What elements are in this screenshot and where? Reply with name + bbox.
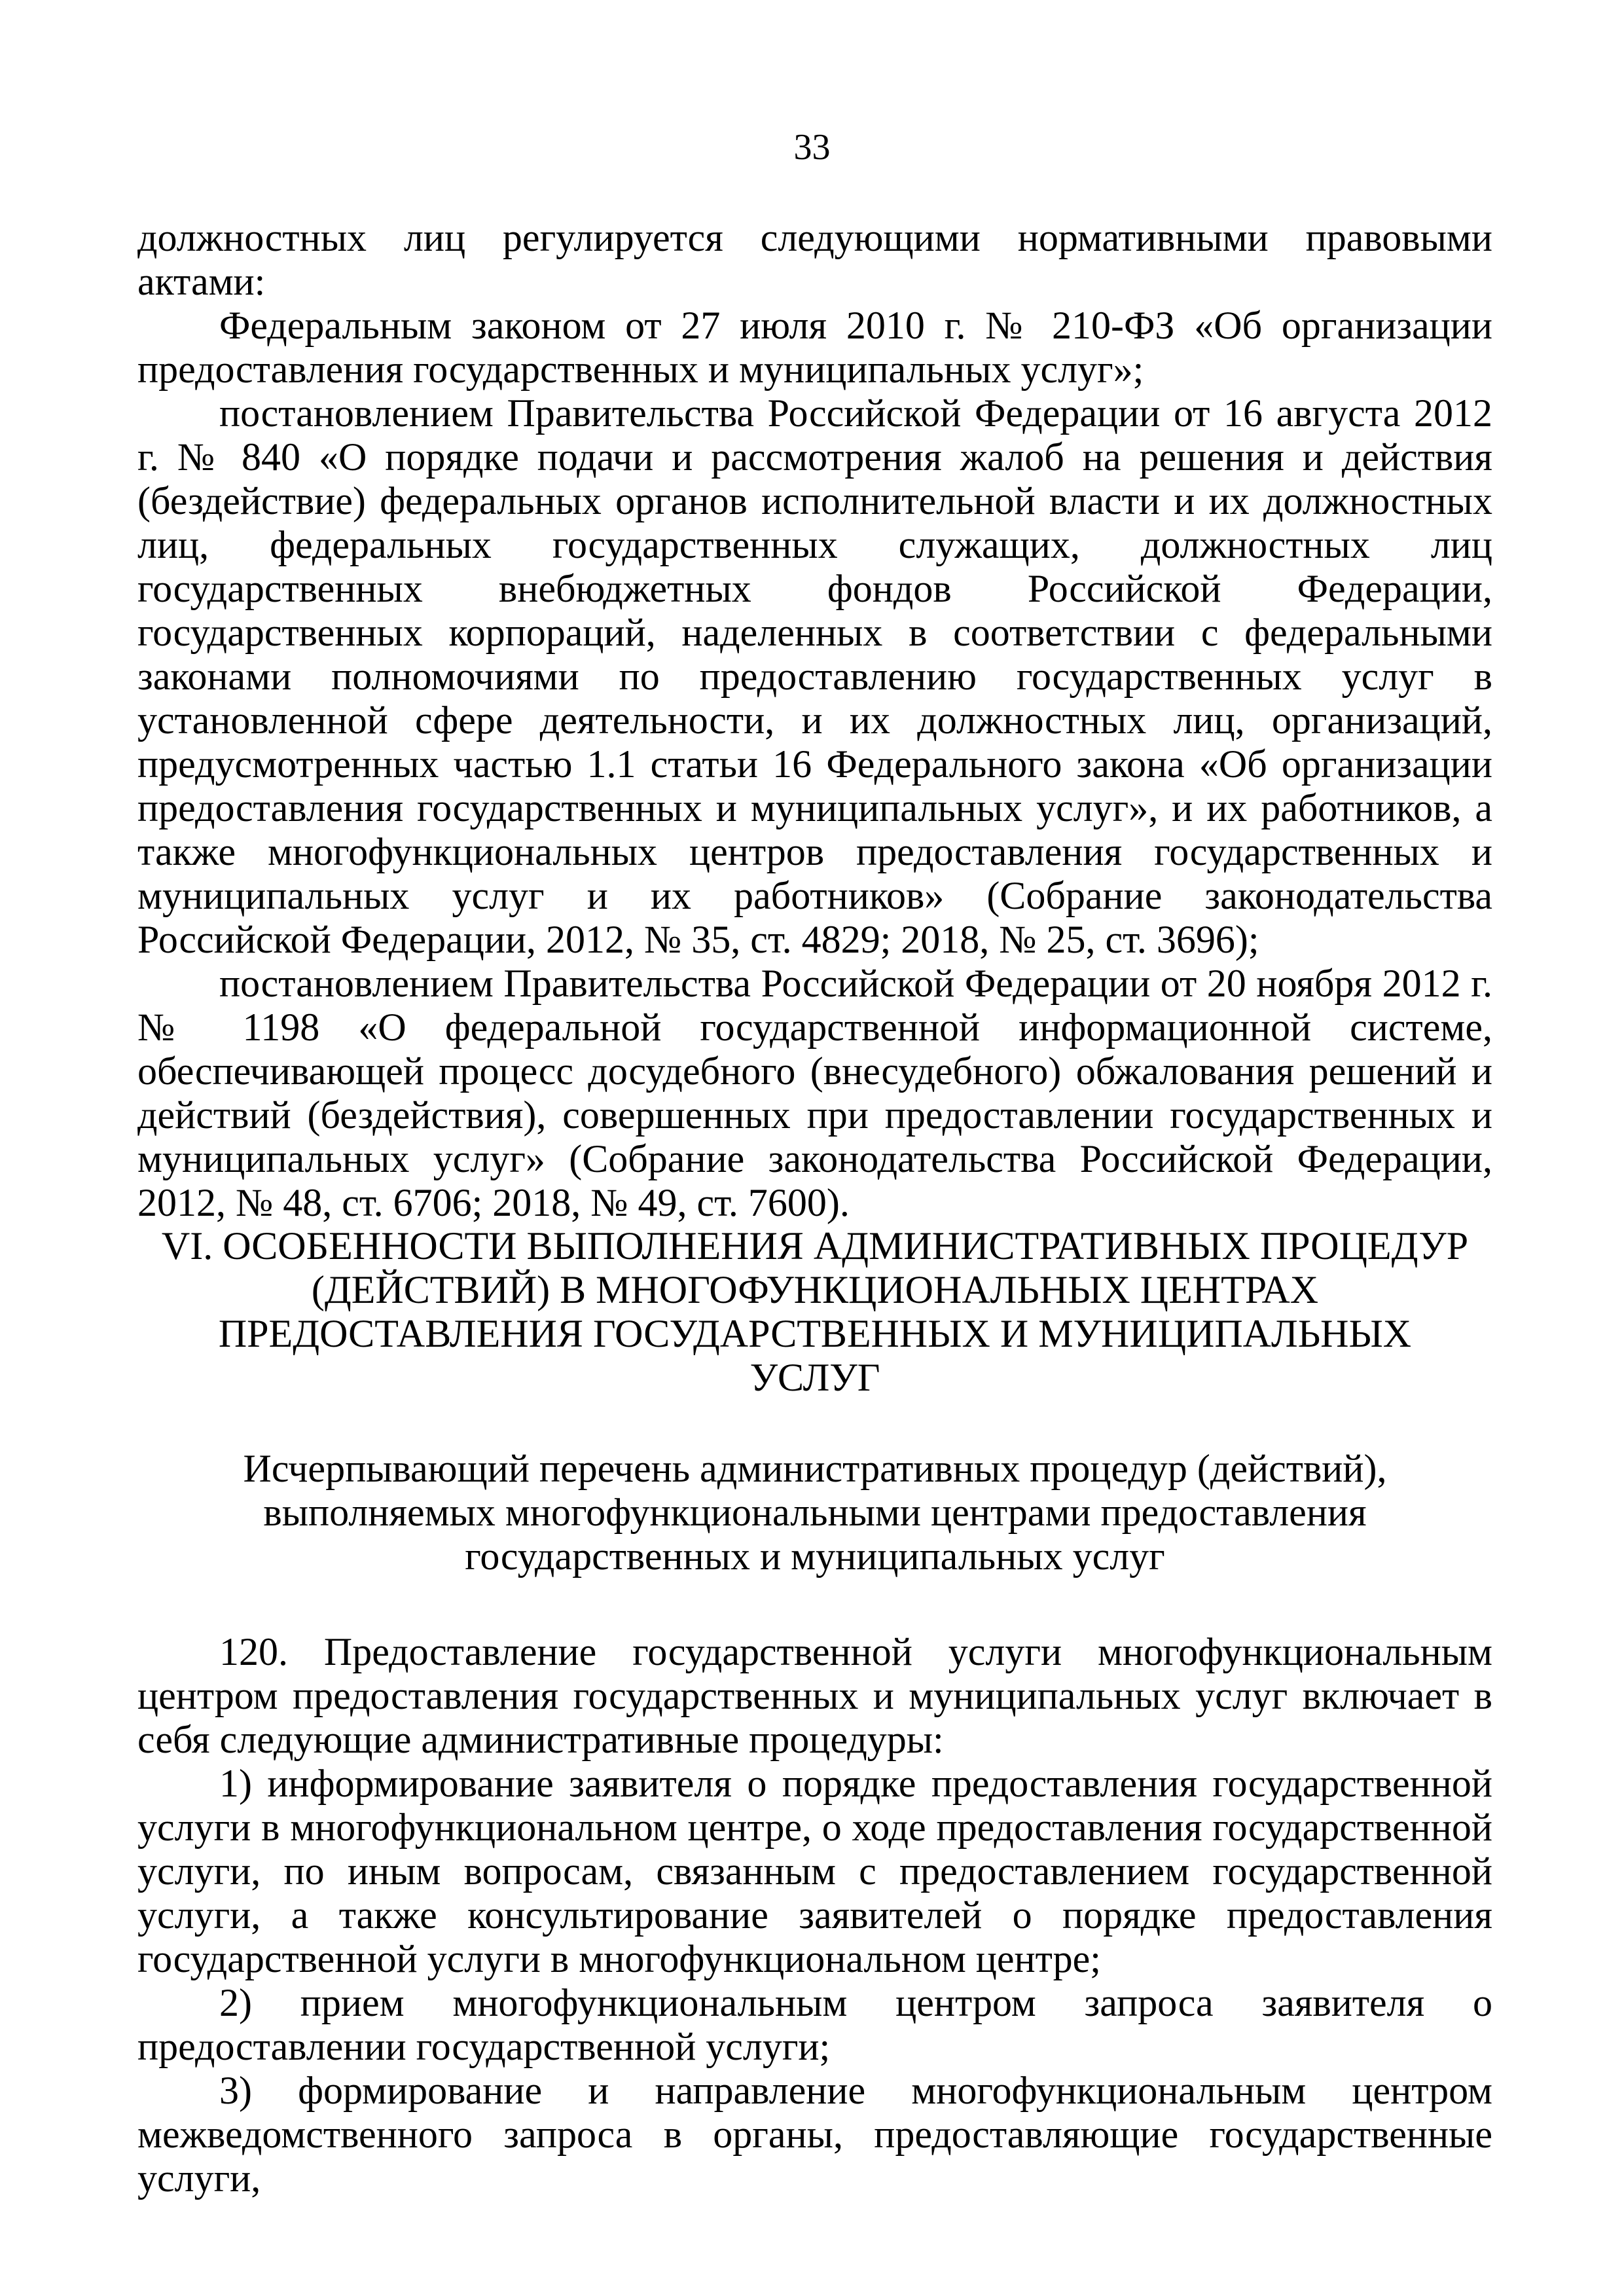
paragraph-120: 120. Предоставление государственной услуги многофункциональным центром предоставления государственных и муниципальных услуг включает в себя следующие административные процедуры: (137, 1630, 1492, 1761)
section-heading-line: ПРЕДОСТАВЛЕНИЯ ГОСУДАРСТВЕННЫХ И МУНИЦИПАЛЬНЫХ (218, 1312, 1412, 1355)
subsection-heading-line: Исчерпывающий перечень административных процедур (действий), (243, 1447, 1387, 1490)
page-number: 33 (793, 127, 831, 168)
mfc-text-block (137, 1630, 1492, 2200)
section-heading-line: (ДЕЙСТВИЙ) В МНОГОФУНКЦИОНАЛЬНЫХ ЦЕНТРАХ (311, 1268, 1319, 1311)
subsection-heading-line: государственных и муниципальных услуг (465, 1535, 1165, 1578)
list-item-2: 2) прием многофункциональным центром запроса заявителя о предоставлении государственной услуги; (137, 1981, 1492, 2068)
paragraph-federal-law-210: Федеральным законом от 27 июля 2010 г. № 210-ФЗ «Об организации предоставления государственных и муниципальных услуг»; (137, 304, 1492, 391)
section-heading-line: УСЛУГ (749, 1356, 880, 1399)
paragraph-intro-continuation: должностных лиц регулируется следующими нормативными правовыми актами: (137, 216, 1492, 303)
section-heading-line: VI. ОСОБЕННОСТИ ВЫПОЛНЕНИЯ АДМИНИСТРАТИВНЫХ ПРОЦЕДУР (161, 1224, 1469, 1267)
subsection-heading (137, 1447, 1492, 1578)
paragraph-decree-1198: постановлением Правительства Российской Федерации от 20 ноября 2012 г. № 1198 «О федеральной государственной информационной системе, обеспечивающей процесс досудебного (внесудебного) обжалования решений и действий (бездействия), совершенных при предоставлении государственных и муниципальных услуг» (Собрание законодательства Российской Федерации, 2012, № 48, ст. 6706; 2018, № 49, ст. 7600). (137, 962, 1492, 1224)
subsection-heading-line: выполняемых многофункциональными центрами предоставления (263, 1491, 1367, 1534)
paragraph-decree-840: постановлением Правительства Российской Федерации от 16 августа 2012 г. № 840 «О порядке подачи и рассмотрения жалоб на решения и действия (бездействие) федеральных органов исполнительной власти и их должностных лиц, федеральных государственных служащих, должностных лиц государственных внебюджетных фондов Российской Федерации, государственных корпораций, наделенных в соответствии с федеральными законами полномочиями по предоставлению государственных услуг в установленной сфере деятельности, и их должностных лиц, организаций, предусмотренных частью 1.1 статьи 16 Федерального закона «Об организации предоставления государственных и муниципальных услуг», и их работников, а также многофункциональных центров предоставления государственных и муниципальных услуг и их работников» (Собрание законодательства Российской Федерации, 2012, № 35, ст. 4829; 2018, № 25, ст. 3696); (137, 392, 1492, 961)
list-item-1: 1) информирование заявителя о порядке предоставления государственной услуги в многофункциональном центре, о ходе предоставления государственной услуги, по иным вопросам, связанным с предоставлением государственной услуги, а также консультирование заявителей о порядке предоставления государственной услуги в многофункциональном центре; (137, 1762, 1492, 1980)
intro-text-block (137, 216, 1492, 1225)
section-heading (137, 1224, 1492, 1400)
list-item-3: 3) формирование и направление многофункциональным центром межведомственного запроса в органы, предоставляющие государственные услуги, (137, 2069, 1492, 2200)
